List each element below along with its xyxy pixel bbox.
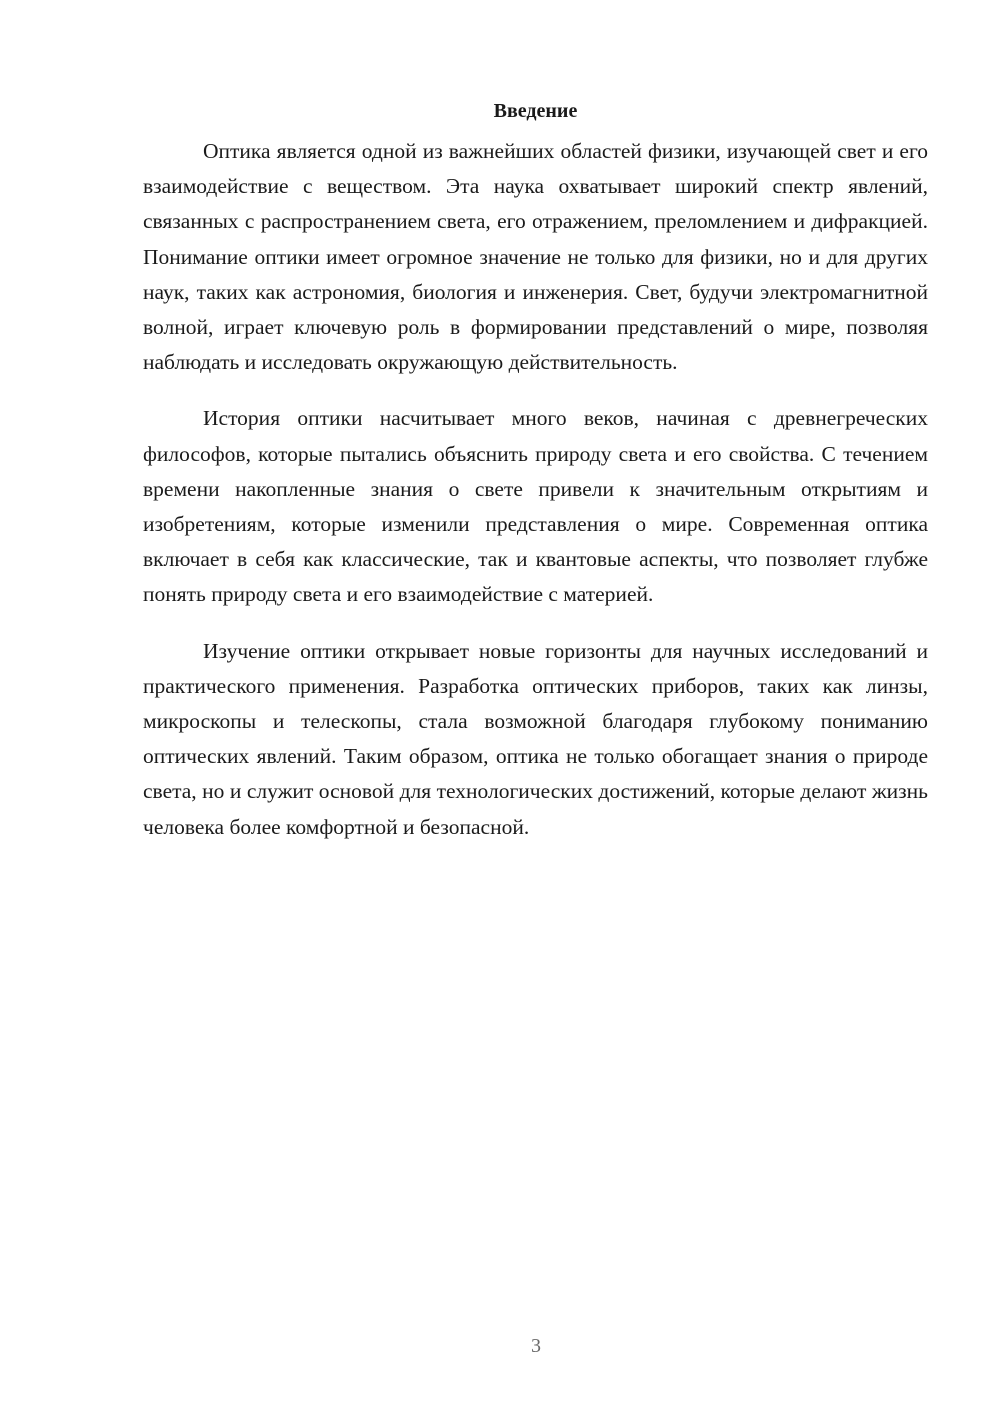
paragraph-history: История оптики насчитывает много веков, начиная с древнегреческих философов, которые пытались объяснить природу света и его свойства. С течением времени накопленные знания о свете привели к значительным открытиям и изобретениям, которые изменили представления о мире. Современная оптика включает в себя как классические, так и квантовые аспекты, что позволяет глубже понять природу света и его взаимодействие с материей. (143, 406, 928, 607)
page-number: 3 (531, 1335, 541, 1357)
paragraph-applications: Изучение оптики открывает новые горизонты для научных исследований и практического применения. Разработка оптических приборов, таких как линзы, микроскопы и телескопы, стала возможной благодаря глубокому пониманию оптических явлений. Таким образом, оптика не только обогащает знания о природе света, но и служит основой для технологических достижений, которые делают жизнь человека более комфортной и безопасной. (143, 638, 928, 839)
paragraph-intro: Оптика является одной из важнейших областей физики, изучающей свет и его взаимодействие с веществом. Эта наука охватывает широкий спектр явлений, связанных с распространением света, его отражением, преломлением и дифракцией. Понимание оптики имеет огромное значение не только для физики, но и для других наук, таких как астрономия, биология и инженерия. Свет, будучи электромагнитной волной, играет ключевую роль в формировании представлений о мире, позволяя наблюдать и исследовать окружающую действительность. (143, 139, 928, 375)
page-content (143, 96, 928, 866)
section-title: Введение (493, 100, 578, 122)
